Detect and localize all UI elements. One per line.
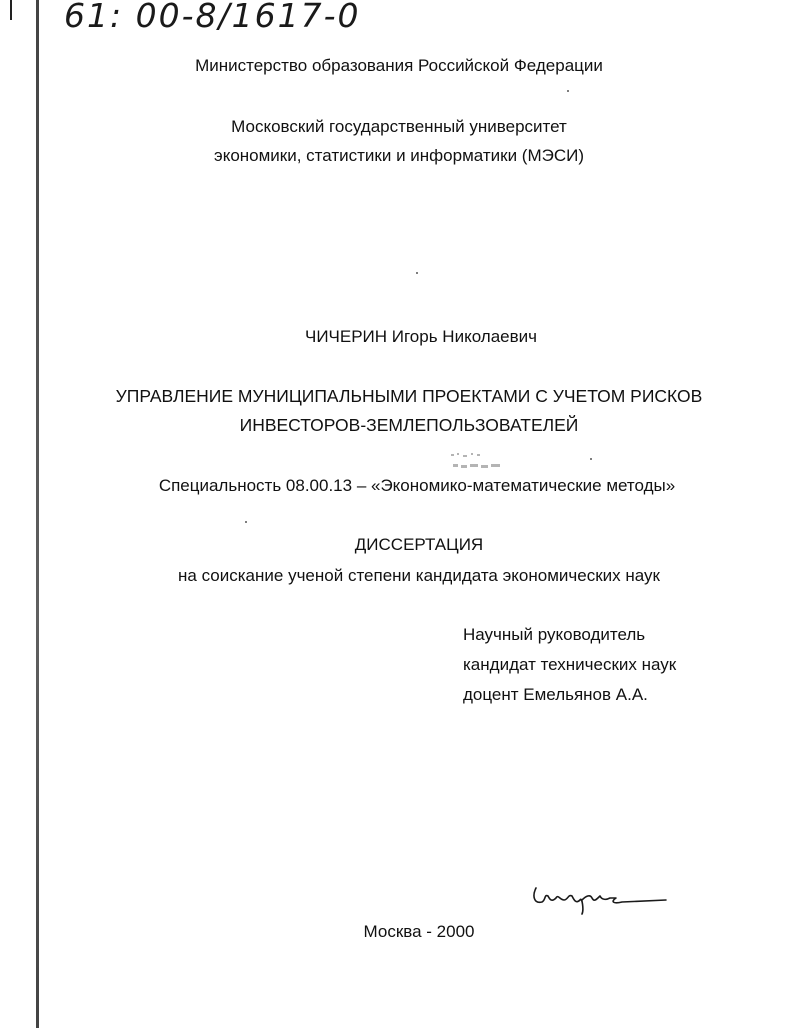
dissertation-title-line-2: ИНВЕСТОРОВ-ЗЕМЛЕПОЛЬЗОВАТЕЛЕЙ xyxy=(239,415,579,435)
author-signature xyxy=(530,870,670,920)
degree-description: на соискание ученой степени кандидата экономических наук xyxy=(178,566,660,585)
archive-code: 61: 00-8/1617-0 xyxy=(64,0,361,35)
supervisor-name: доцент Емельянов А.А. xyxy=(463,685,648,704)
dissertation-title-line-1: УПРАВЛЕНИЕ МУНИЦИПАЛЬНЫМИ ПРОЕКТАМИ С УЧЕТОМ РИСКОВ xyxy=(115,386,703,406)
scan-speck xyxy=(590,458,592,460)
scan-speck xyxy=(416,272,418,274)
document-type: ДИССЕРТАЦИЯ xyxy=(354,535,484,554)
specialty: Специальность 08.00.13 – «Экономико-математические методы» xyxy=(158,476,676,495)
ministry-name: Министерство образования Российской Федерации xyxy=(195,56,603,75)
scan-speck xyxy=(567,90,569,92)
university-name-line-2: экономики, статистики и информатики (МЭСИ) xyxy=(214,146,584,165)
scan-speck xyxy=(245,521,247,523)
author-name: ЧИЧЕРИН Игорь Николаевич xyxy=(304,327,537,346)
faded-stamp-mark xyxy=(447,450,507,474)
city-and-year: Москва - 2000 xyxy=(363,922,475,941)
supervisor-degree: кандидат технических наук xyxy=(463,655,677,674)
scan-edge-mark xyxy=(10,0,12,20)
supervisor-label: Научный руководитель xyxy=(463,625,646,644)
university-name-line-1: Московский государственный университет xyxy=(231,117,567,136)
